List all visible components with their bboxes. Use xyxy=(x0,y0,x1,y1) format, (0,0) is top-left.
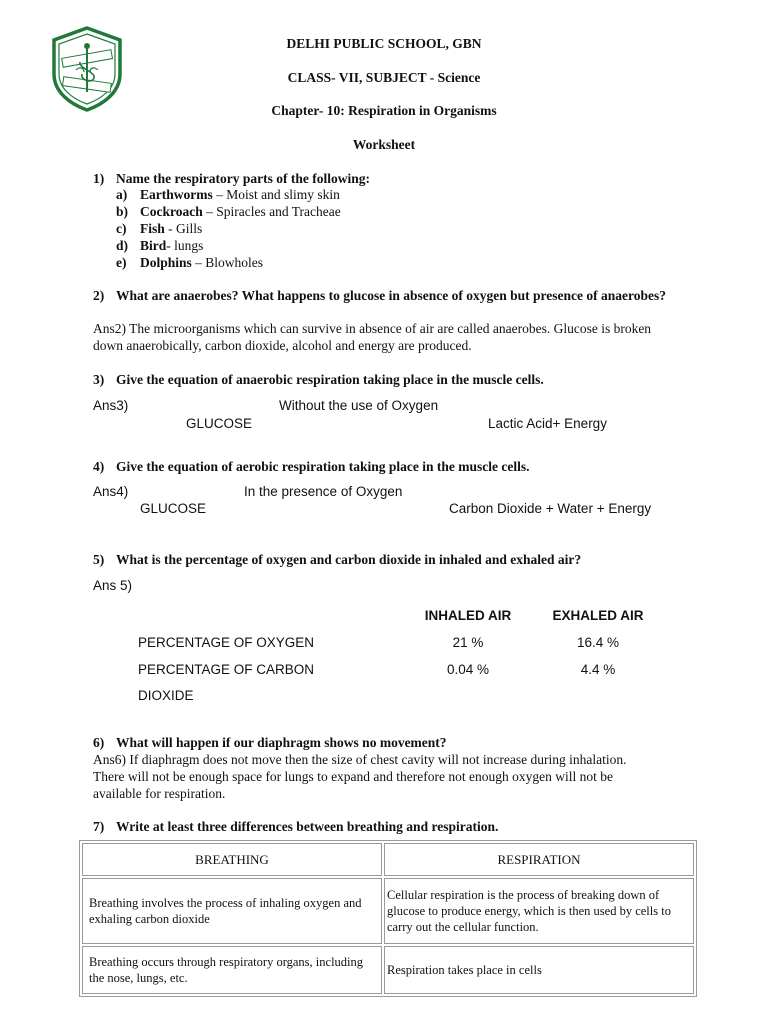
question-2 xyxy=(93,287,678,304)
table-row xyxy=(82,946,694,994)
column-header-respiration: RESPIRATION xyxy=(384,843,694,876)
differences-table xyxy=(79,840,697,997)
question-number: 7) xyxy=(93,819,105,834)
question-number: 3) xyxy=(93,372,105,387)
row-label-co2-line1: PERCENTAGE OF CARBON xyxy=(138,662,315,677)
question-text: Give the equation of aerobic respiration taking place in the muscle cells. xyxy=(116,459,530,474)
chapter-title: Chapter- 10: Respiration in Organisms xyxy=(271,103,497,118)
table-cell: Breathing occurs through respiratory organs, including the nose, lungs, etc. xyxy=(82,946,382,994)
question-number: 2) xyxy=(93,288,105,303)
worksheet-title: Worksheet xyxy=(352,137,416,152)
row-label-co2-line2: DIOXIDE xyxy=(138,688,194,703)
question-number: 5) xyxy=(93,552,105,567)
question-text: What will happen if our diaphragm shows no movement? xyxy=(116,735,447,750)
list-item: c) Fish - Gills xyxy=(116,221,203,236)
question-number: 6) xyxy=(93,735,105,750)
question-text: Write at least three differences between breathing and respiration. xyxy=(116,819,499,834)
question-4 xyxy=(93,458,529,475)
question-number: 1) xyxy=(93,171,105,186)
answer-label: Ans3) xyxy=(93,398,129,413)
reactant: GLUCOSE xyxy=(186,416,253,431)
question-1 xyxy=(93,170,370,187)
answer-6: Ans6) If diaphragm does not move then the size of chest cavity will not increase during inhalation. There will not be enough space for lungs to expand and therefore not enough oxygen will not be available for respiration. xyxy=(93,752,627,801)
school-name: DELHI PUBLIC SCHOOL, GBN xyxy=(286,36,482,51)
column-header-inhaled: INHALED AIR xyxy=(424,608,512,623)
row-label-oxygen: PERCENTAGE OF OXYGEN xyxy=(138,635,315,650)
question-number: 4) xyxy=(93,459,105,474)
list-item: a) Earthworms – Moist and slimy skin xyxy=(116,187,340,202)
table-cell: Cellular respiration is the process of breaking down of glucose to produce energy, which is then used by cells to carry out the cellular function. xyxy=(384,878,694,944)
reaction-condition: Without the use of Oxygen xyxy=(279,398,439,413)
table-header-row xyxy=(82,843,694,876)
table-row xyxy=(82,878,694,944)
question-text: Name the respiratory parts of the following: xyxy=(116,171,370,186)
co2-inhaled-value: 0.04 % xyxy=(446,662,490,677)
column-header-breathing: BREATHING xyxy=(82,843,382,876)
question-text: What are anaerobes? What happens to glucose in absence of oxygen but presence of anaerobes? xyxy=(116,288,667,303)
co2-exhaled-value: 4.4 % xyxy=(580,662,616,677)
oxygen-inhaled-value: 21 % xyxy=(452,635,484,650)
question-5 xyxy=(93,551,581,568)
answer-2: Ans2) The microorganisms which can survive in absence of air are called anaerobes. Glucose is broken down anaerobically, carbon dioxide, alcohol and energy are produced. xyxy=(93,321,652,353)
product: Carbon Dioxide + Water + Energy xyxy=(449,501,652,516)
table-cell: Respiration takes place in cells xyxy=(384,946,694,994)
reactant: GLUCOSE xyxy=(140,501,207,516)
answer-label: Ans4) xyxy=(93,484,129,499)
list-item: b) Cockroach – Spiracles and Tracheae xyxy=(116,204,341,219)
question-6 xyxy=(93,734,447,751)
class-subject: CLASS- VII, SUBJECT - Science xyxy=(287,70,481,85)
question-7 xyxy=(93,818,498,835)
question-text: Give the equation of anaerobic respiration taking place in the muscle cells. xyxy=(116,372,544,387)
oxygen-exhaled-value: 16.4 % xyxy=(576,635,620,650)
column-header-exhaled: EXHALED AIR xyxy=(552,608,644,623)
list-item: e) Dolphins – Blowholes xyxy=(116,255,264,270)
list-item: d) Bird- lungs xyxy=(116,238,204,253)
question-text: What is the percentage of oxygen and carbon dioxide in inhaled and exhaled air? xyxy=(116,552,582,567)
answer-label: Ans 5) xyxy=(93,578,133,593)
question-3 xyxy=(93,371,544,388)
product: Lactic Acid+ Energy xyxy=(488,416,607,431)
reaction-condition: In the presence of Oxygen xyxy=(244,484,403,499)
table-cell: Breathing involves the process of inhaling oxygen and exhaling carbon dioxide xyxy=(82,878,382,944)
